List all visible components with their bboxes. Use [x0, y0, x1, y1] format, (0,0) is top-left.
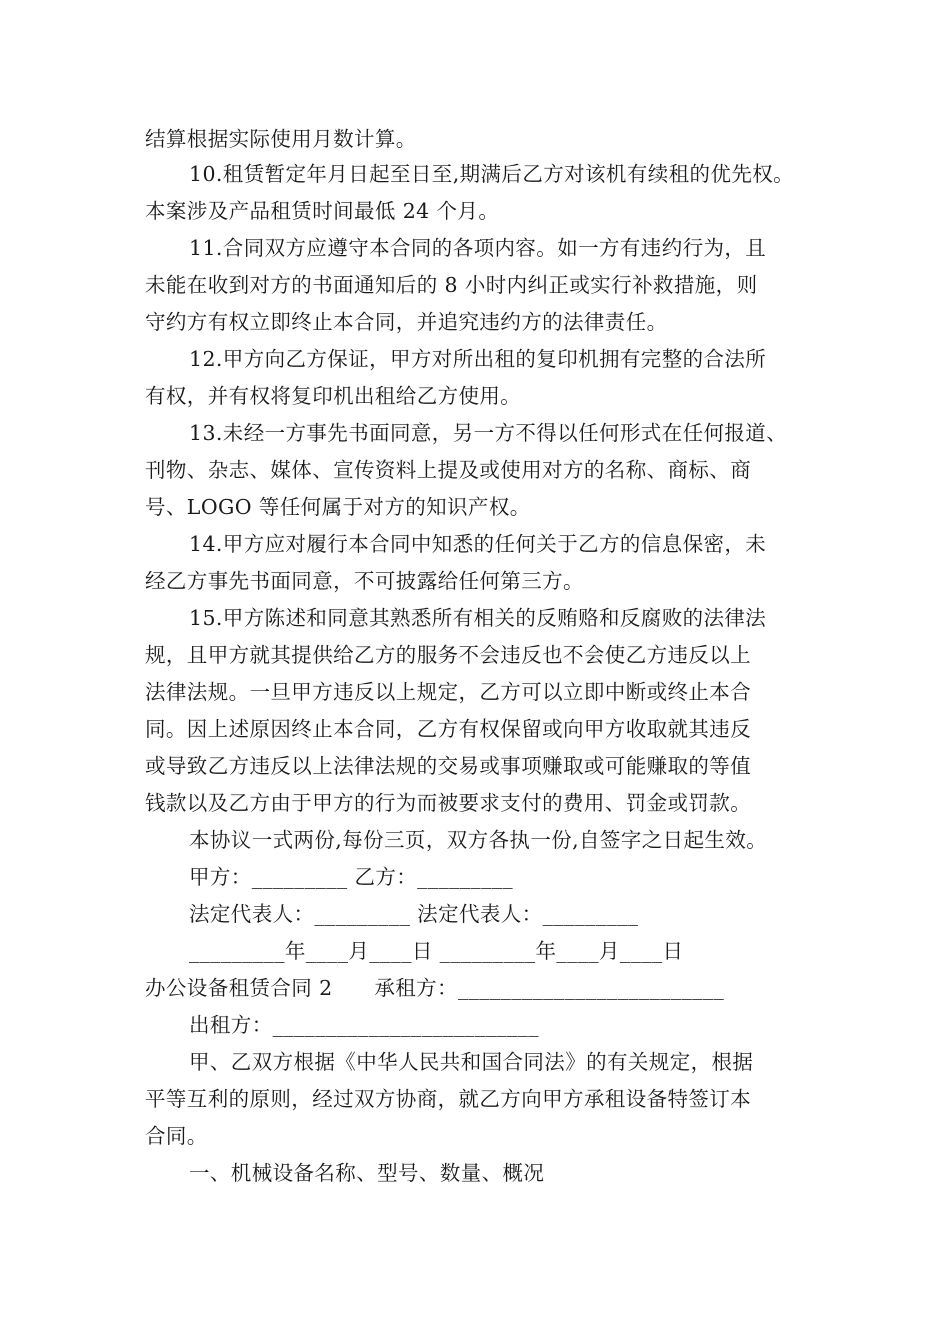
clause-10-line-2: 本案涉及产品租赁时间最低 24 个月。: [145, 199, 500, 223]
contract-2-title-lessee: 办公设备租赁合同 2 承租方：_________________________: [145, 976, 725, 1000]
preamble-line-2: 平等互利的原则，经过双方协商，就乙方向甲方承租设备特签订本: [145, 1087, 752, 1111]
clause-15-line-5: 或导致乙方违反以上法律法规的交易或事项赚取或可能赚取的等值: [145, 754, 752, 778]
lessor-line: 出租方：_________________________: [189, 1013, 539, 1037]
signature-dates: _________年____月____日 _________年____月____日: [189, 939, 684, 963]
clause-13-line-1: 13.未经一方事先书面同意，另一方不得以任何形式在任何报道、: [189, 421, 788, 445]
clause-14-line-2: 经乙方事先书面同意，不可披露给任何第三方。: [145, 569, 584, 593]
clause-10-line-1: 10.租赁暂定年月日起至日至,期满后乙方对该机有续租的优先权。: [189, 162, 795, 186]
clause-15-line-4: 同。因上述原因终止本合同，乙方有权保留或向甲方收取就其违反: [145, 717, 752, 741]
clause-13-line-3: 号、LOGO 等任何属于对方的知识产权。: [145, 495, 531, 519]
clause-15-line-6: 钱款以及乙方由于甲方的行为而被要求支付的费用、罚金或罚款。: [145, 791, 752, 815]
preamble-line-1: 甲、乙双方根据《中华人民共和国合同法》的有关规定，根据: [189, 1050, 754, 1074]
clause-11-line-2: 未能在收到对方的书面通知后的 8 小时内纠正或实行补救措施，则: [145, 273, 758, 297]
signature-parties: 甲方：_________ 乙方：_________: [189, 865, 514, 889]
clause-11-line-1: 11.合同双方应遵守本合同的各项内容。如一方有违约行为，且: [189, 236, 767, 260]
clause-14-line-1: 14.甲方应对履行本合同中知悉的任何关于乙方的信息保密，未: [189, 532, 767, 556]
section-1-heading: 一、机械设备名称、型号、数量、概况: [189, 1161, 545, 1185]
clause-12-line-1: 12.甲方向乙方保证，甲方对所出租的复印机拥有完整的合法所: [189, 347, 767, 371]
clause-15-line-2: 规，且甲方就其提供给乙方的服务不会违反也不会使乙方违反以上: [145, 643, 752, 667]
signature-representatives: 法定代表人：_________ 法定代表人：_________: [189, 902, 639, 926]
clause-15-line-1: 15.甲方陈述和同意其熟悉所有相关的反贿赂和反腐败的法律法: [189, 606, 767, 630]
clause-13-line-2: 刊物、杂志、媒体、宣传资料上提及或使用对方的名称、商标、商: [145, 458, 752, 482]
preamble-line-3: 合同。: [145, 1124, 208, 1148]
clause-15-line-3: 法律法规。一旦甲方违反以上规定，乙方可以立即中断或终止本合: [145, 680, 752, 704]
effective-clause: 本协议一式两份,每份三页，双方各执一份,自签字之日起生效。: [189, 828, 768, 852]
text-line: 结算根据实际使用月数计算。: [145, 127, 417, 151]
clause-12-line-2: 有权，并有权将复印机出租给乙方使用。: [145, 384, 522, 408]
clause-11-line-3: 守约方有权立即终止本合同，并追究违约方的法律责任。: [145, 310, 668, 334]
